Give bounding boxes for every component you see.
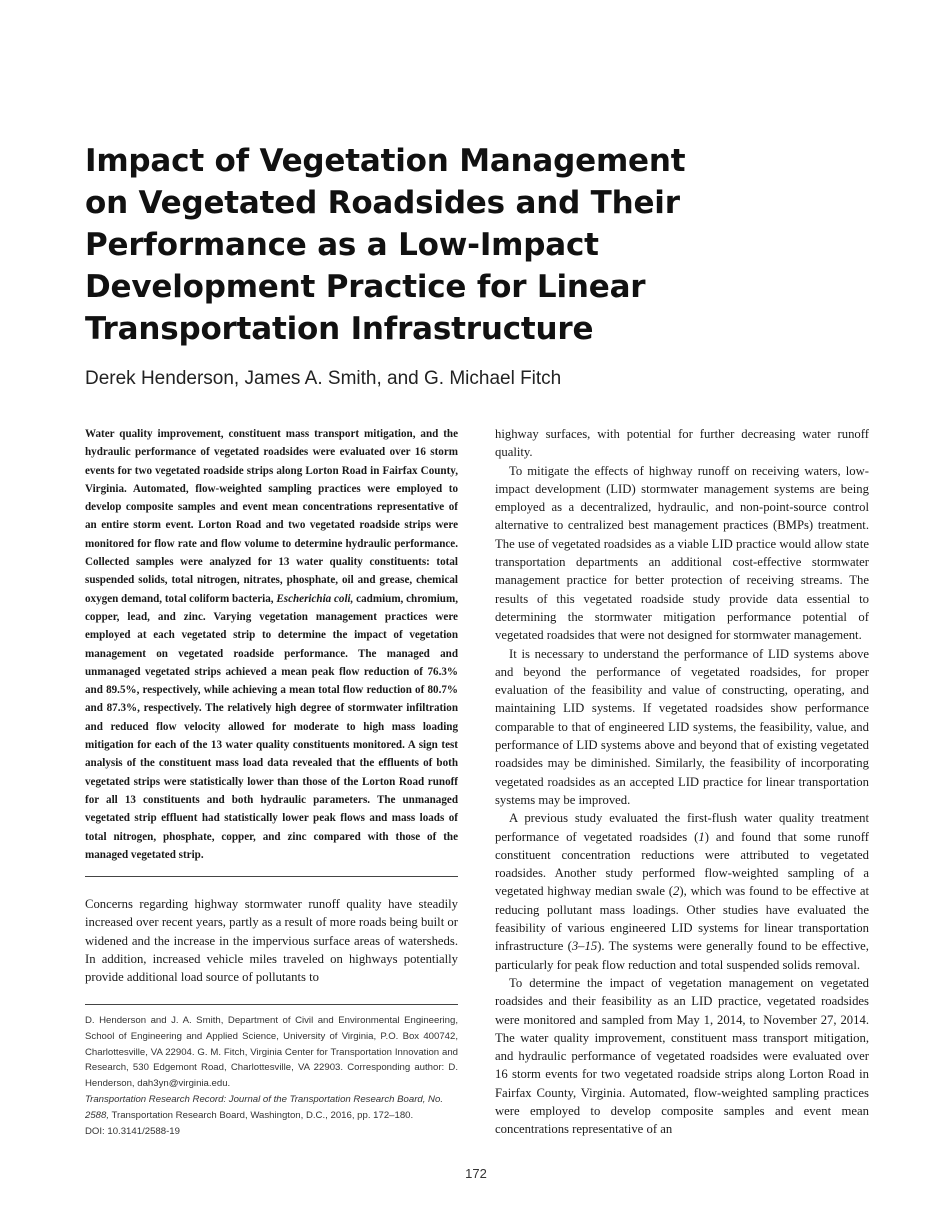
body-paragraph: To determine the impact of vegetation management on vegetated roadsides and their feasibility as an LID practice, vegetated roadsides were monitored and sampled from May 1, 2014, to November 27, 2014. The water quality improvement, constituent mass transport mitigation, and hydraulic performance of vegetated roadsides were evaluated over 16 storm events for two vegetated roadside strips along Lorton Road in Fairfax County, Virginia. Automated, flow-weighted sampling practices were employed to develop composite samples and event mean concentrations representative of an [495,975,869,1137]
title-line: Impact of Vegetation Management [85,143,686,179]
citation-reference: 1 [698,829,705,844]
body-text: ), which was found to be effective at reducing pollutant mass loadings. Other studies have evaluated the feasibility of various engineered LID systems for linear transportation infrastructure ( [495,884,870,954]
author-affiliations: D. Henderson and J. A. Smith, Department of Civil and Environmental Engineering, School of Engineering and Applied Science, University of Virginia, P.O. Box 400742, Charlottesville, VA 22904. G. M. Fitch, Virginia Center for Transportation Innovation and Research, 530 Edgemont Road, Charlottesville, VA 22903. Corresponding author: D. Henderson, dah3yn@virginia.edu. [85,1015,458,1090]
body-paragraph [495,809,869,974]
left-column [85,425,458,987]
body-text: ). The systems were generally found to be effective, particularly for peak flow reduction and total suspended solids removal. [495,939,869,972]
footnote-divider [85,1004,458,1005]
title-line: Development Practice for Linear [85,269,646,305]
journal-citation [85,1092,458,1139]
introduction [85,895,458,986]
citation-details: Transportation Research Board, Washington, D.C., 2016, pp. 172–180. [109,1109,414,1121]
author-list: Derek Henderson, James A. Smith, and G. Michael Fitch [85,368,562,389]
paper-title [85,140,725,350]
right-column [495,425,869,1139]
abstract [85,425,458,864]
body-text: ) and found that some runoff constituent concentration reductions were attributed to vegetated roadsides. Another study performed flow-weighted sampling of a vegetated highway median swale ( [495,829,870,899]
doi: DOI: 10.3141/2588-19 [85,1125,180,1137]
body-paragraph: To mitigate the effects of highway runoff on receiving waters, low-impact development (LID) stormwater management systems are being employed as a decentralized, hydraulic, and non-point-source control alternative to centralized best management practices (BMPs) treatment. The use of vegetated roadsides as a viable LID practice would allow state transportation departments an additional cost-effective stormwater management practice for better protection of receiving streams. The results of this vegetated roadside study provide data essential to determining the stormwater mitigation performance potential of vegetated roadsides that were not designed for stormwater management. [495,463,869,643]
abstract-divider [85,876,458,877]
citation-reference: 2 [673,884,680,899]
body-paragraph: highway surfaces, with potential for further decreasing water runoff quality. [495,427,869,460]
body-paragraph: It is necessary to understand the performance of LID systems above and beyond the performance of vegetated roadsides, for proper evaluation of the feasibility and value of constructing, operating, and maintaining LID systems. If vegetated roadsides show performance comparable to that of engineered LID systems, the feasibility, value, and performance of LID systems above and beyond that of existing vegetated roadsides may be diminished. Similarly, the feasibility of incorporating vegetated roadsides as an accepted LID practice for linear transportation systems may be improved. [495,646,869,807]
page-number: 172 [465,1166,487,1181]
title-line: on Vegetated Roadsides and Their [85,185,680,221]
abstract-text: Water quality improvement, constituent mass transport mitigation, and the hydraulic performance of vegetated roadsides were evaluated over 16 storm events for two vegetated roadside strips along Lorton Road in Fairfax County, Virginia. Automated, flow-weighted sampling practices were employed to develop composite samples and event mean concentrations representative of an entire storm event. Lorton Road and two vegetated roadside strips were monitored for flow rate and flow volume to determine hydraulic performance. Collected samples were analyzed for 13 water quality constituents: total suspended solids, total nitrogen, nitrates, phosphate, oil and grease, chemical oxygen demand, total coliform bacteria, [85,428,458,605]
title-line: Performance as a Low-Impact [85,227,599,263]
abstract-italic-species: Escherichia coli, [276,592,354,605]
journal-name: Transportation Research Record: Journal of the Transportation Research Board, No. 2588, [85,1094,443,1121]
abstract-text: cadmium, chromium, copper, lead, and zinc. Varying vegetation management practices were employed at each vegetated strip to determine the impact of vegetation management on vegetated roadside performance. The managed and unmanaged vegetated strips achieved a mean peak flow reduction of 76.3% and 89.5%, respectively, while achieving a mean total flow reduction of 80.7% and 87.3%, respectively. The relatively high degree of stormwater infiltration and reduced flow velocity allowed for moderate to high mass loading mitigation for each of the 13 water quality constituents monitored. A sign test analysis of the constituent mass load data revealed that the effluents of both vegetated strips were statistically lower than those of the Lorton Road runoff for all 13 constituents and both hydraulic parameters. The unmanaged vegetated strip effluent had statistically lower peak flows and mass loads of total nitrogen, phosphate, copper, and zinc compared with those of the managed vegetated strip. [85,592,458,861]
title-line: Transportation Infrastructure [85,311,594,347]
citation-reference: 3–15 [571,939,598,954]
intro-paragraph: Concerns regarding highway stormwater runoff quality have steadily increased over recent years, partly as a result of more roads being built or widened and the increase in the impervious surface areas of watersheds. In addition, increased vehicle miles traveled on highways potentially provide additional load source of pollutants to [85,897,458,985]
body-text: A previous study evaluated the first-flush water quality treatment performance of vegetated roadsides ( [495,811,869,844]
